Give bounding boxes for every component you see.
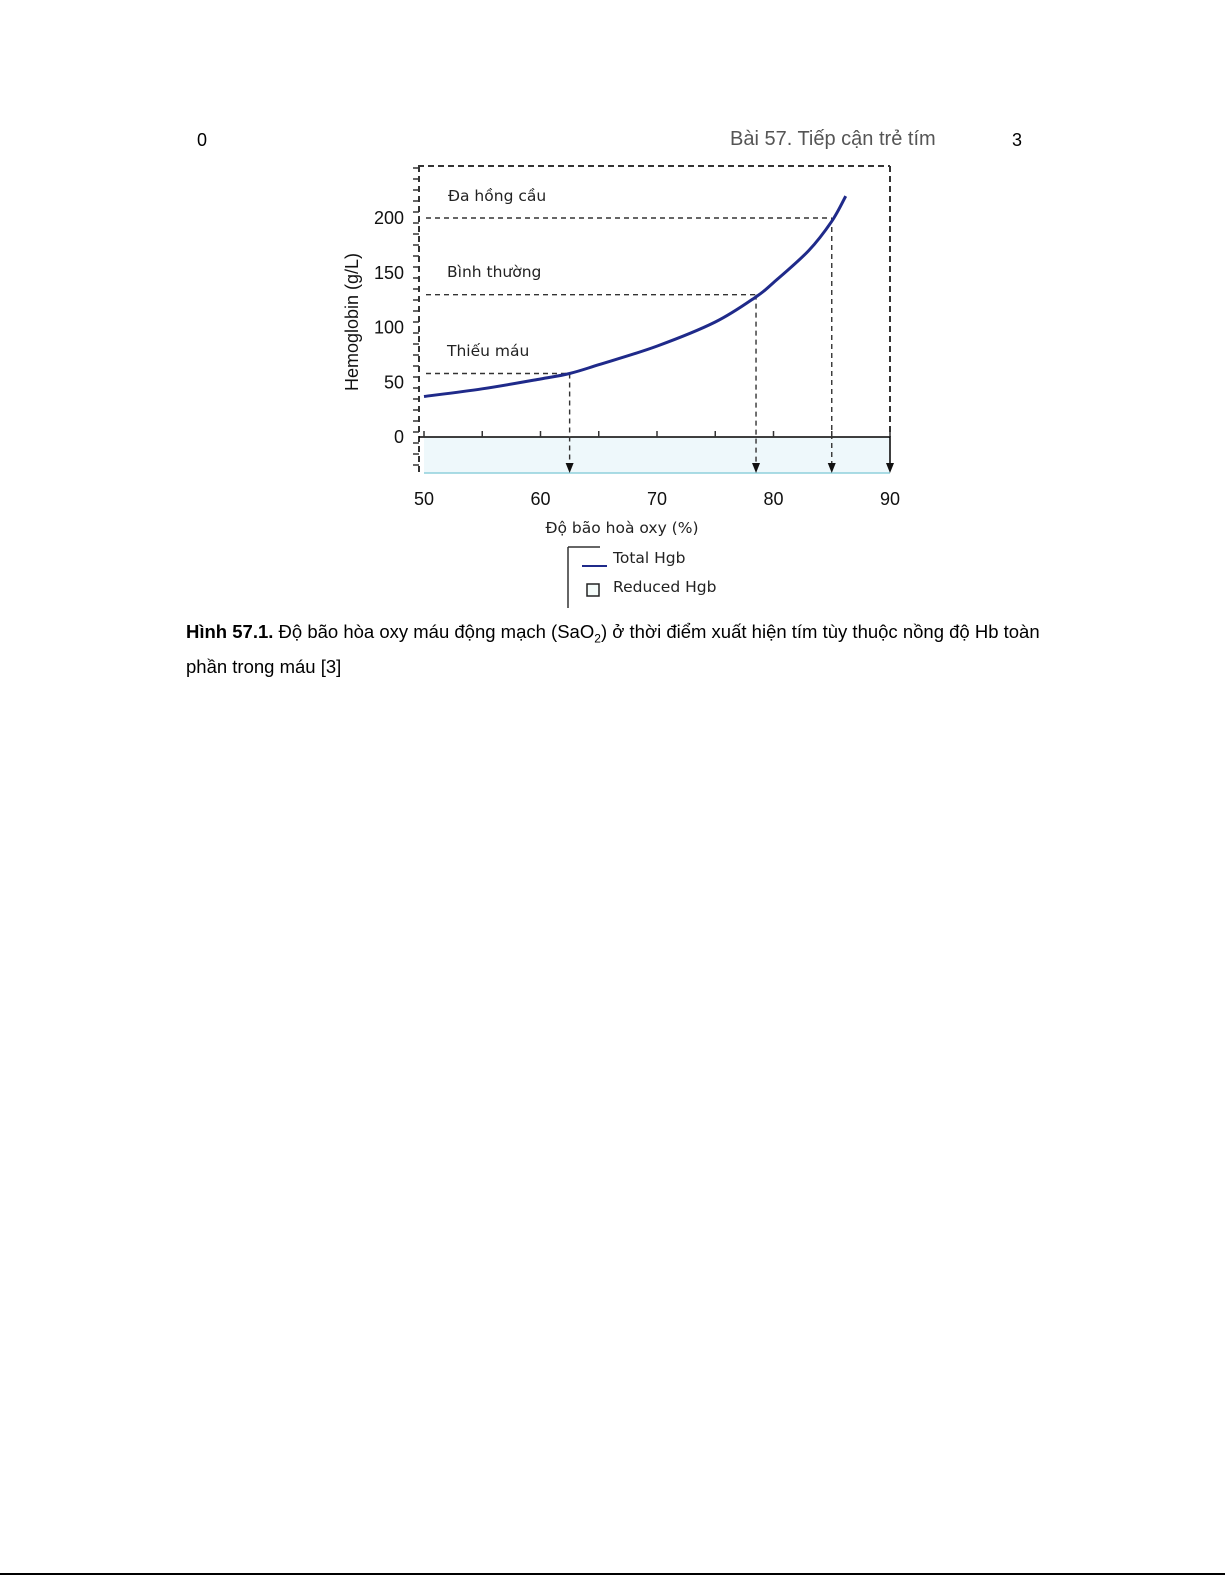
figure-caption (186, 618, 1066, 681)
page-number-left: 0 (197, 130, 208, 150)
y-axis-title: Hemoglobin (g/L) (342, 252, 362, 392)
label-anemia: Thiếu máu (447, 342, 530, 360)
label-polycythemia: Đa hồng cầu (448, 187, 547, 205)
x-tick-label: 80 (763, 489, 784, 509)
total-hgb-curve (424, 196, 846, 396)
running-header-title: Bài 57. Tiếp cận trẻ tím (730, 128, 936, 150)
y-tick-label: 100 (373, 317, 404, 338)
y-tick-label: 150 (373, 262, 404, 283)
x-tick-label: 70 (646, 489, 668, 509)
label-normal: Bình thường (447, 263, 542, 281)
legend-reduced-label: Reduced Hgb (613, 578, 717, 596)
x-tick-label: 50 (413, 489, 435, 509)
legend-reduced-swatch (587, 584, 599, 596)
page-number-right: 3 (1012, 130, 1023, 150)
y-tick-label: 200 (373, 208, 404, 228)
caption-text-before: Độ bão hòa oxy máu động mạch (SaO (273, 621, 595, 642)
x-tick-label: 90 (879, 489, 901, 509)
legend-total-label: Total Hgb (613, 549, 686, 567)
x-minor-ticks (424, 431, 890, 437)
bottom-rule (0, 1573, 1225, 1575)
caption-text-after: ) ở thời điểm xuất hiện tím tùy thuộc nồng độ Hb toàn phần trong máu [3] (186, 621, 1040, 677)
x-tick-labels (414, 489, 900, 509)
reduced-hgb-band (424, 437, 890, 473)
x-tick-label: 60 (530, 489, 551, 509)
y-tick-labels (374, 208, 404, 447)
x-axis-title: Độ bão hoà oxy (%) (545, 519, 699, 537)
caption-label: Hình 57.1. (186, 621, 274, 642)
caption-subscript: 2 (594, 631, 601, 646)
y-tick-label: 0 (393, 427, 404, 447)
y-tick-label: 50 (383, 372, 404, 393)
saturation-chart (0, 0, 1225, 615)
